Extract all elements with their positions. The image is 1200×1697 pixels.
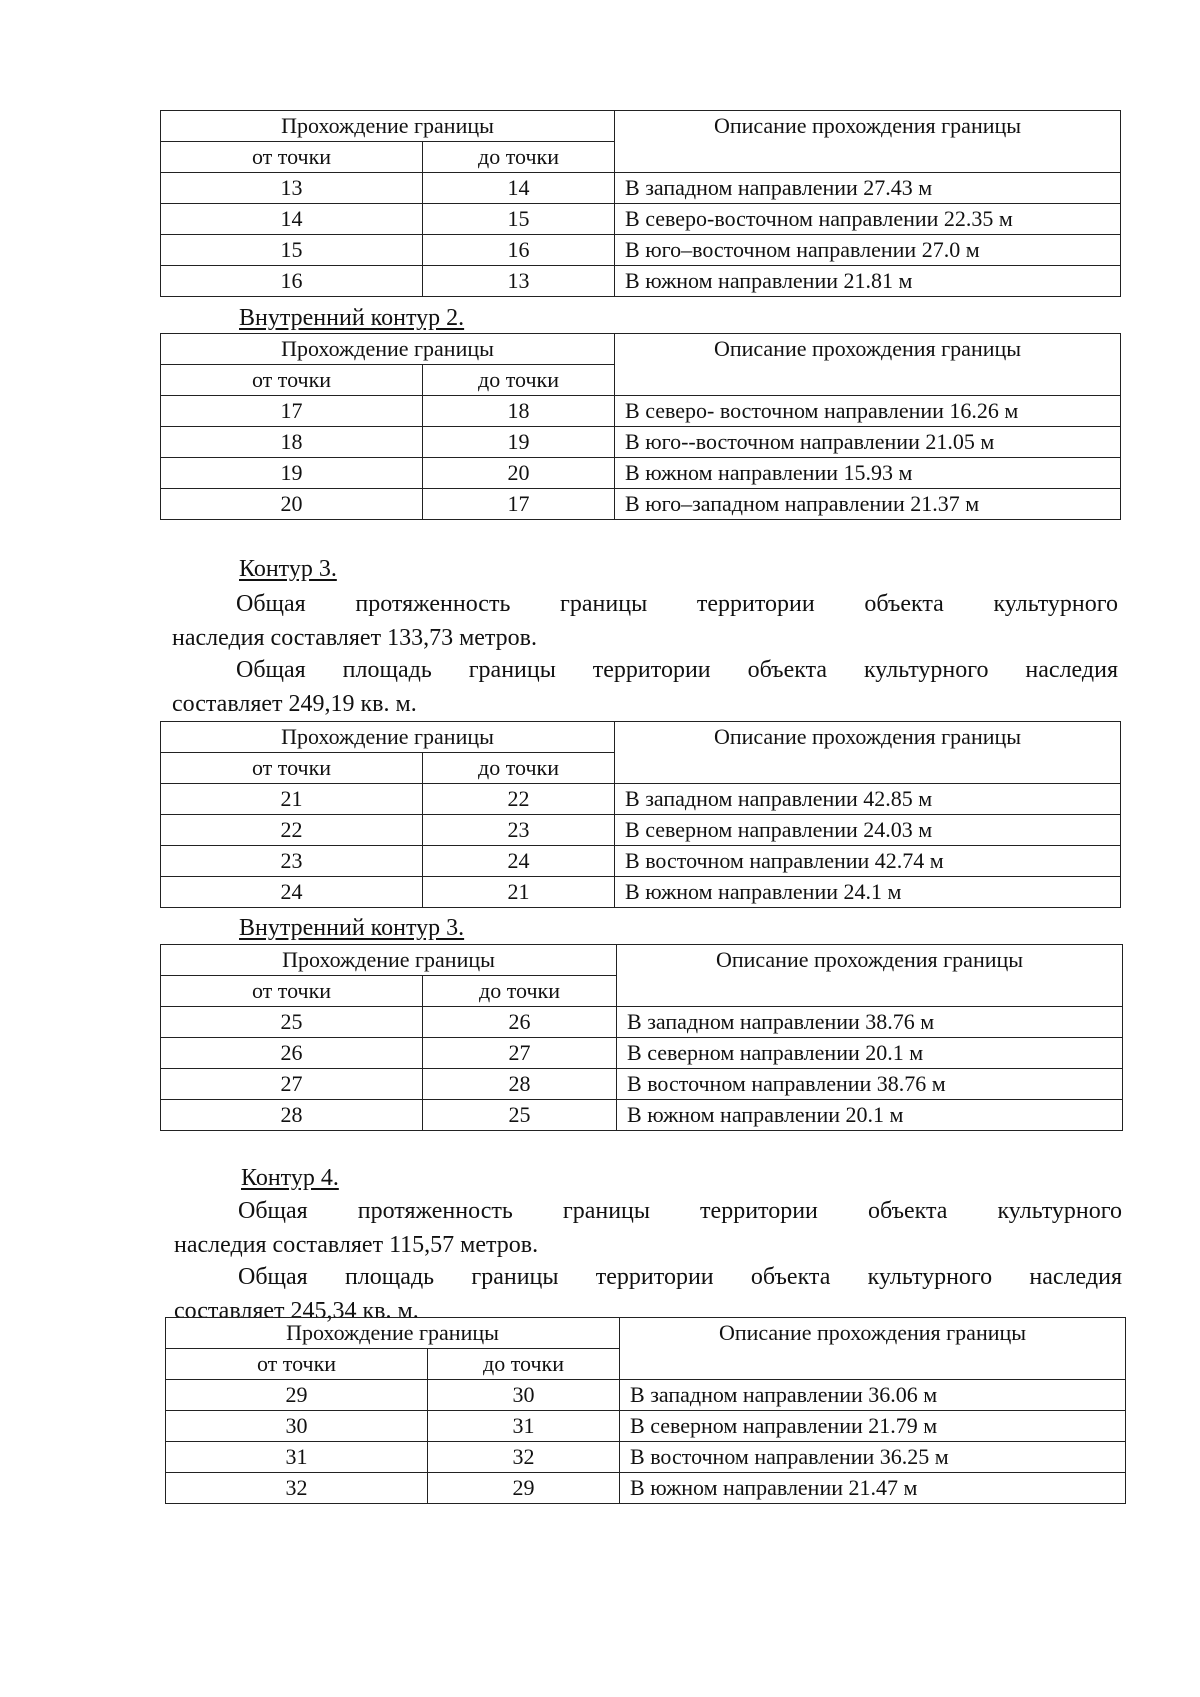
header-description: Описание прохождения границы (615, 722, 1121, 784)
direction-description: В юго--восточном направлении 21.05 м (615, 427, 1121, 458)
contour-3-area-paragraph (172, 653, 1118, 721)
direction-description: В юго–западном направлении 21.37 м (615, 489, 1121, 520)
from-point: 16 (161, 266, 423, 297)
from-point: 20 (161, 489, 423, 520)
table-row (161, 1038, 1123, 1069)
from-point: 27 (161, 1069, 423, 1100)
to-point: 31 (428, 1411, 620, 1442)
from-point: 14 (161, 204, 423, 235)
from-point: 15 (161, 235, 423, 266)
from-point: 31 (166, 1442, 428, 1473)
from-point: 28 (161, 1100, 423, 1131)
header-to: до точки (428, 1349, 620, 1380)
header-to: до точки (423, 365, 615, 396)
table-row (161, 489, 1121, 520)
header-description: Описание прохождения границы (615, 334, 1121, 396)
inner-contour-3-heading: Внутренний контур 3. (239, 915, 465, 941)
from-point: 13 (161, 173, 423, 204)
table-row (161, 396, 1121, 427)
header-from: от точки (161, 142, 423, 173)
header-to: до точки (423, 976, 617, 1007)
to-point: 21 (423, 877, 615, 908)
direction-description: В западном направлении 42.85 м (615, 784, 1121, 815)
contour-4-area-line2: составляет 245,34 кв. м. (174, 1298, 419, 1324)
to-point: 24 (423, 846, 615, 877)
to-point: 13 (423, 266, 615, 297)
to-point: 27 (423, 1038, 617, 1069)
boundary-table-contour-4 (165, 1317, 1126, 1504)
direction-description: В южном направлении 21.47 м (620, 1473, 1126, 1504)
from-point: 25 (161, 1007, 423, 1038)
inner-contour-2-heading: Внутренний контур 2. (239, 305, 465, 331)
from-point: 29 (166, 1380, 428, 1411)
from-point: 18 (161, 427, 423, 458)
to-point: 18 (423, 396, 615, 427)
from-point: 32 (166, 1473, 428, 1504)
direction-description: В северо- восточном направлении 16.26 м (615, 396, 1121, 427)
direction-description: В северном направлении 21.79 м (620, 1411, 1126, 1442)
header-passage: Прохождение границы (161, 334, 615, 365)
direction-description: В северном направлении 20.1 м (617, 1038, 1123, 1069)
boundary-table-contour-3 (160, 721, 1121, 908)
contour-3-area-line1: Общая площадь границы территории объекта культурного наследия (236, 657, 1118, 683)
header-from: от точки (161, 365, 423, 396)
to-point: 17 (423, 489, 615, 520)
from-point: 22 (161, 815, 423, 846)
header-passage: Прохождение границы (161, 945, 617, 976)
boundary-table-inner-3 (160, 944, 1123, 1131)
from-point: 23 (161, 846, 423, 877)
from-point: 30 (166, 1411, 428, 1442)
boundary-table-outer-2 (160, 110, 1121, 297)
contour-4-length-line1: Общая протяженность границы территории объекта культурного (238, 1198, 1122, 1224)
direction-description: В южном направлении 24.1 м (615, 877, 1121, 908)
to-point: 26 (423, 1007, 617, 1038)
header-from: от точки (161, 753, 423, 784)
table-row (161, 427, 1121, 458)
header-from: от точки (166, 1349, 428, 1380)
from-point: 19 (161, 458, 423, 489)
direction-description: В южном направлении 15.93 м (615, 458, 1121, 489)
to-point: 20 (423, 458, 615, 489)
table-row (161, 266, 1121, 297)
header-description: Описание прохождения границы (615, 111, 1121, 173)
direction-description: В юго–восточном направлении 27.0 м (615, 235, 1121, 266)
to-point: 14 (423, 173, 615, 204)
to-point: 32 (428, 1442, 620, 1473)
table-row (166, 1380, 1126, 1411)
header-description: Описание прохождения границы (620, 1318, 1126, 1380)
table-row (166, 1442, 1126, 1473)
contour-4-length-paragraph (174, 1194, 1122, 1262)
from-point: 24 (161, 877, 423, 908)
direction-description: В южном направлении 21.81 м (615, 266, 1121, 297)
header-to: до точки (423, 142, 615, 173)
to-point: 29 (428, 1473, 620, 1504)
table-row (161, 235, 1121, 266)
contour-3-area-line2: составляет 249,19 кв. м. (172, 691, 417, 717)
direction-description: В восточном направлении 36.25 м (620, 1442, 1126, 1473)
to-point: 15 (423, 204, 615, 235)
header-from: от точки (161, 976, 423, 1007)
header-passage: Прохождение границы (161, 111, 615, 142)
contour-4-length-line2: наследия составляет 115,57 метров. (174, 1232, 539, 1258)
table-row (161, 1069, 1123, 1100)
table-row (166, 1411, 1126, 1442)
to-point: 28 (423, 1069, 617, 1100)
table-row (161, 846, 1121, 877)
to-point: 19 (423, 427, 615, 458)
header-passage: Прохождение границы (166, 1318, 620, 1349)
contour-3-length-line2: наследия составляет 133,73 метров. (172, 625, 538, 651)
contour-3-heading: Контур 3. (239, 556, 337, 582)
from-point: 17 (161, 396, 423, 427)
contour-4-area-line1: Общая площадь границы территории объекта культурного наследия (238, 1264, 1122, 1290)
contour-3-length-paragraph (172, 587, 1118, 655)
table-row (161, 784, 1121, 815)
direction-description: В западном направлении 36.06 м (620, 1380, 1126, 1411)
to-point: 30 (428, 1380, 620, 1411)
direction-description: В северном направлении 24.03 м (615, 815, 1121, 846)
direction-description: В западном направлении 38.76 м (617, 1007, 1123, 1038)
boundary-table-inner-2 (160, 333, 1121, 520)
from-point: 26 (161, 1038, 423, 1069)
direction-description: В восточном направлении 42.74 м (615, 846, 1121, 877)
table-row (161, 458, 1121, 489)
table-row (166, 1473, 1126, 1504)
to-point: 25 (423, 1100, 617, 1131)
direction-description: В южном направлении 20.1 м (617, 1100, 1123, 1131)
table-row (161, 1100, 1123, 1131)
from-point: 21 (161, 784, 423, 815)
table-row (161, 204, 1121, 235)
contour-4-heading: Контур 4. (241, 1165, 339, 1191)
header-to: до точки (423, 753, 615, 784)
contour-3-length-line1: Общая протяженность границы территории объекта культурного (236, 591, 1118, 617)
direction-description: В восточном направлении 38.76 м (617, 1069, 1123, 1100)
direction-description: В северо-восточном направлении 22.35 м (615, 204, 1121, 235)
table-row (161, 173, 1121, 204)
header-passage: Прохождение границы (161, 722, 615, 753)
direction-description: В западном направлении 27.43 м (615, 173, 1121, 204)
header-description: Описание прохождения границы (617, 945, 1123, 1007)
to-point: 16 (423, 235, 615, 266)
to-point: 22 (423, 784, 615, 815)
table-row (161, 877, 1121, 908)
table-row (161, 815, 1121, 846)
to-point: 23 (423, 815, 615, 846)
table-row (161, 1007, 1123, 1038)
